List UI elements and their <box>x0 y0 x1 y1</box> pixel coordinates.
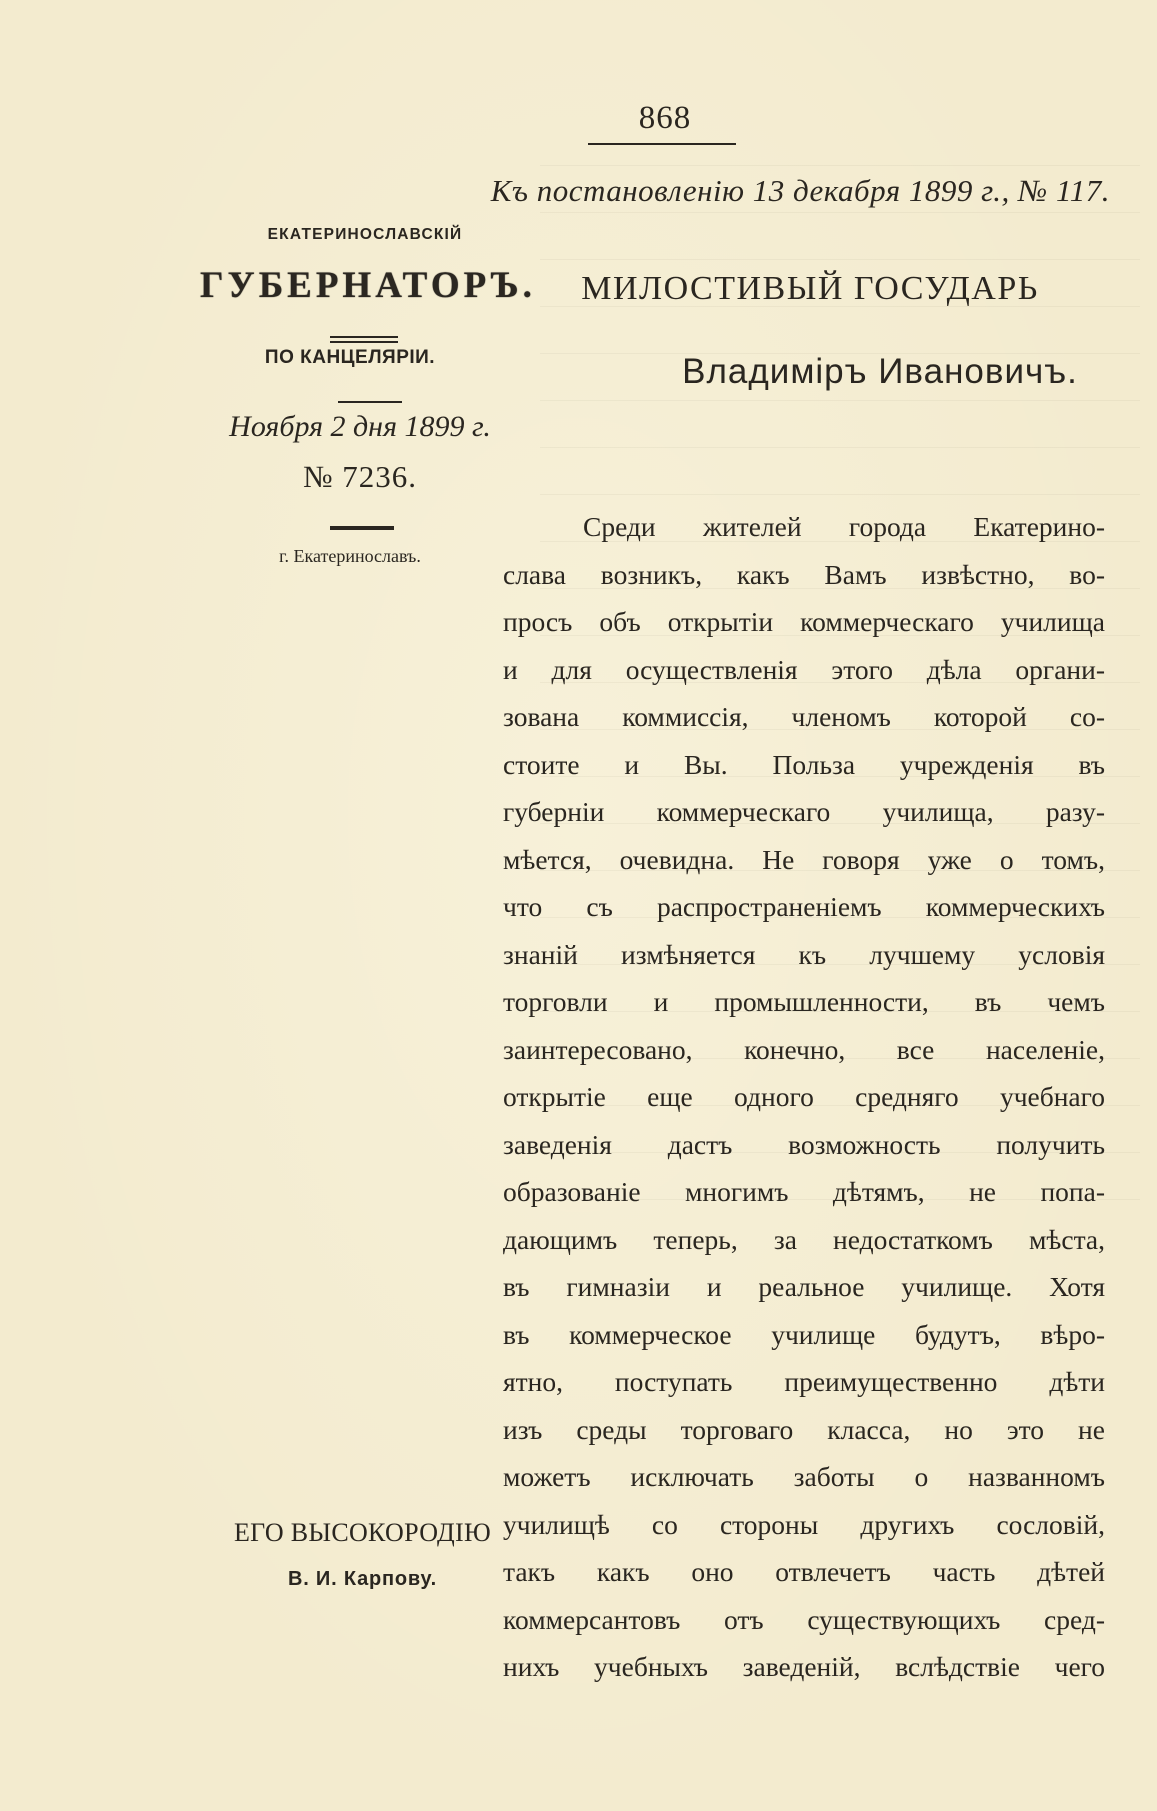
document-number: № 7236. <box>302 459 418 494</box>
body-line: мѣется, очевидна. Не говоря уже о томъ, <box>503 843 1105 875</box>
body-line: Среди жителей города Екатерино- <box>583 511 1105 542</box>
body-line: въ гимназіи и реальное училище. Хотя <box>503 1271 1105 1302</box>
body-line: изъ среды торговаго класса, но это не <box>503 1413 1105 1445</box>
office-rule <box>338 401 402 403</box>
body-line: заинтересовано, конечно, все населеніе, <box>503 1033 1105 1065</box>
issuer-authority: ЕКАТЕРИНОСЛАВСКІЙ <box>267 226 463 243</box>
recipient-name: Владиміръ Ивановичъ. <box>682 352 1078 391</box>
document-city: г. Екатеринославъ. <box>279 546 421 566</box>
body-line: торговли и промышленности, въ чемъ <box>503 986 1105 1017</box>
addressee-honorific: ЕГО ВЫСОКОРОДІЮ <box>233 1518 492 1547</box>
addressee-name: В. И. Карпову. <box>287 1568 438 1590</box>
resolution-reference: Къ постановленію 13 декабря 1899 г., № 117. <box>490 173 1110 208</box>
body-line: что съ распространеніемъ коммерческихъ <box>503 891 1105 922</box>
number-rule <box>330 526 394 530</box>
salutation: МИЛОСТИВЫЙ ГОСУДАРЬ <box>581 270 1039 307</box>
body-line: губерніи коммерческаго училища, разу- <box>503 796 1105 827</box>
document-date: Ноября 2 дня 1899 г. <box>229 410 491 443</box>
double-rule-bottom <box>330 341 398 343</box>
body-line: ятно, поступать преимущественно дѣти <box>503 1366 1105 1397</box>
page-number: 868 <box>638 100 692 136</box>
body-line: знаній измѣняется къ лучшему условія <box>503 938 1105 970</box>
double-rule-top <box>330 336 398 338</box>
body-line: училищѣ со стороны другихъ сословій, <box>503 1508 1105 1540</box>
body-line: дающимъ теперь, за недостаткомъ мѣста, <box>503 1223 1105 1255</box>
letter-body <box>503 503 1105 1691</box>
body-line: стоите и Вы. Польза учрежденія въ <box>503 748 1105 780</box>
issuer-office: ПО КАНЦЕЛЯРІИ. <box>264 347 436 368</box>
issuer-title: ГУБЕРНАТОРЪ. <box>200 265 536 306</box>
body-line: такъ какъ оно отвлечетъ часть дѣтей <box>503 1556 1105 1587</box>
body-line: образованіе многимъ дѣтямъ, не попа- <box>503 1176 1105 1207</box>
body-line: зована коммиссія, членомъ которой со- <box>503 701 1105 732</box>
body-line: слава возникъ, какъ Вамъ извѣстно, во- <box>503 558 1105 590</box>
body-line: въ коммерческое училище будутъ, вѣро- <box>503 1318 1105 1350</box>
body-line: просъ объ открытіи коммерческаго училища <box>503 606 1105 637</box>
body-line: коммерсантовъ отъ существующихъ сред- <box>503 1603 1105 1635</box>
body-line: можетъ исключать заботы о названномъ <box>503 1461 1105 1492</box>
page-number-rule <box>588 143 736 145</box>
body-line: и для осуществленія этого дѣла органи- <box>503 653 1105 685</box>
body-line: заведенія дастъ возможность получить <box>503 1128 1105 1160</box>
body-line: нихъ учебныхъ заведеній, вслѣдствіе чего <box>503 1651 1105 1682</box>
body-line: открытіе еще одного средняго учебнаго <box>503 1081 1105 1112</box>
